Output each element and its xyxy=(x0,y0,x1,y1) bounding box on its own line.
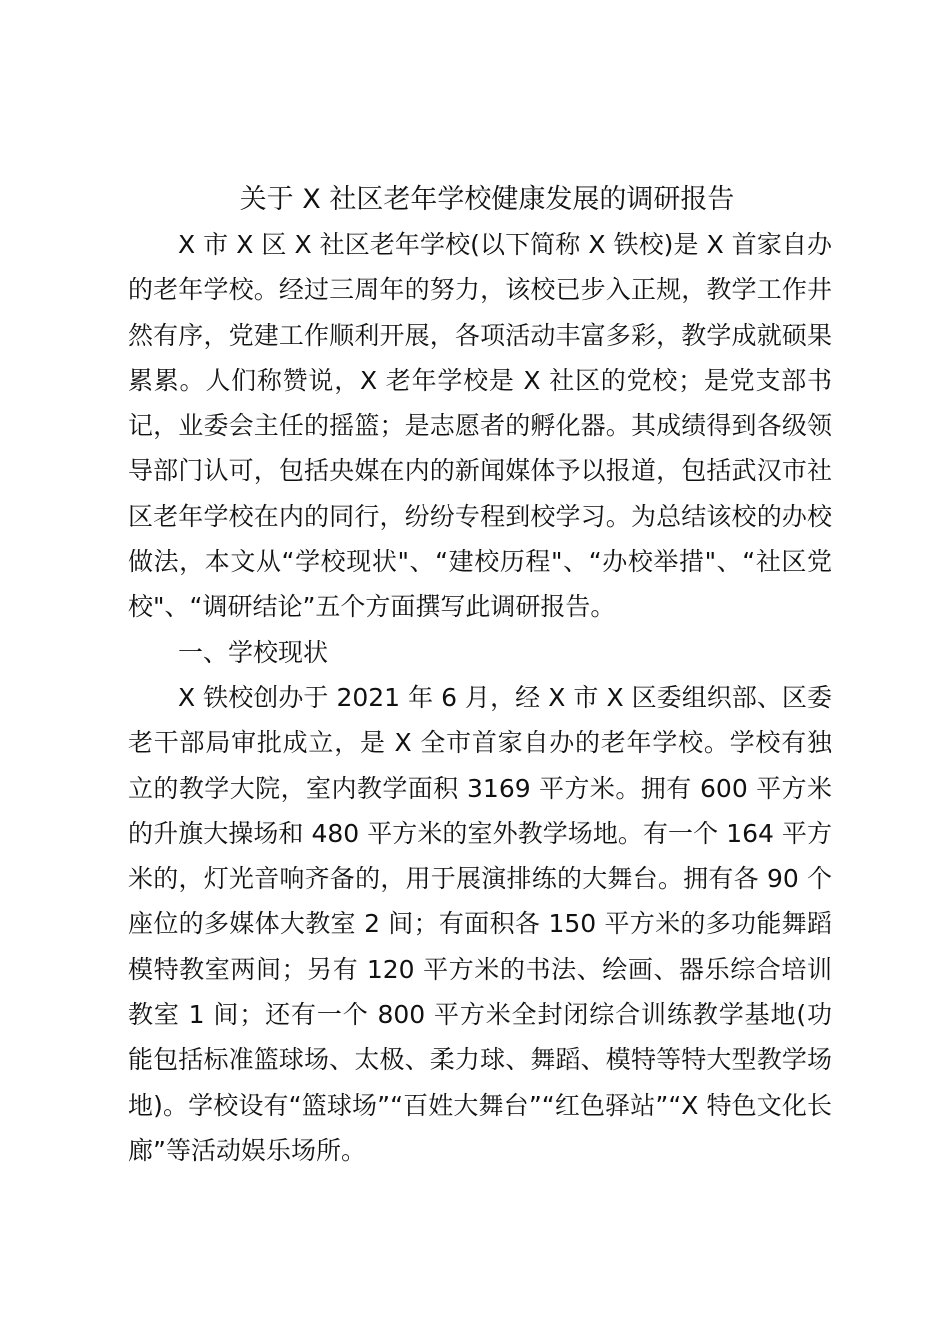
document-page xyxy=(128,178,832,1173)
intro-paragraph: X 市 X 区 X 社区老年学校(以下简称 X 铁校)是 X 首家自办的老年学校。经过三周年的努力，该校已步入正规，教学工作井然有序，党建工作顺利开展，各项活动丰富多彩，教学成就硕果累累。人们称赞说，X 老年学校是 X 社区的党校；是党支部书记，业委会主任的摇篮；是志愿者的孵化器。其成绩得到各级领导部门认可，包括央媒在内的新闻媒体予以报道，包括武汉市社区老年学校在内的同行，纷纷专程到校学习。为总结该校的办校做法，本文从“学校现状"、“建校历程"、“办校举措"、“社区党校"、“调研结论”五个方面撰写此调研报告。 xyxy=(128,230,832,622)
section-heading: 一、学校现状 xyxy=(178,637,329,667)
document-title: 关于 X 社区老年学校健康发展的调研报告 xyxy=(239,184,735,215)
section-body-paragraph: X 铁校创办于 2021 年 6 月，经 X 市 X 区委组织部、区委老干部局审批成立，是 X 全市首家自办的老年学校。学校有独立的教学大院，室内教学面积 3169 平方米。拥有 600 平方米的升旗大操场和 480 平方米的室外教学场地。有一个 164 平方米的，灯光音响齐备的，用于展演排练的大舞台。拥有各 90 个座位的多媒体大教室 2 间；有面积各 150 平方米的多功能舞蹈模特教室两间；另有 120 平方米的书法、绘画、器乐综合培训教室 1 间；还有一个 800 平方米全封闭综合训练教学基地(功能包括标准篮球场、太极、柔力球、舞蹈、模特等特大型教学场地)。学校设有“篮球场”“百姓大舞台”“红色驿站”“X 特色文化长廊”等活动娱乐场所。 xyxy=(128,682,832,1165)
